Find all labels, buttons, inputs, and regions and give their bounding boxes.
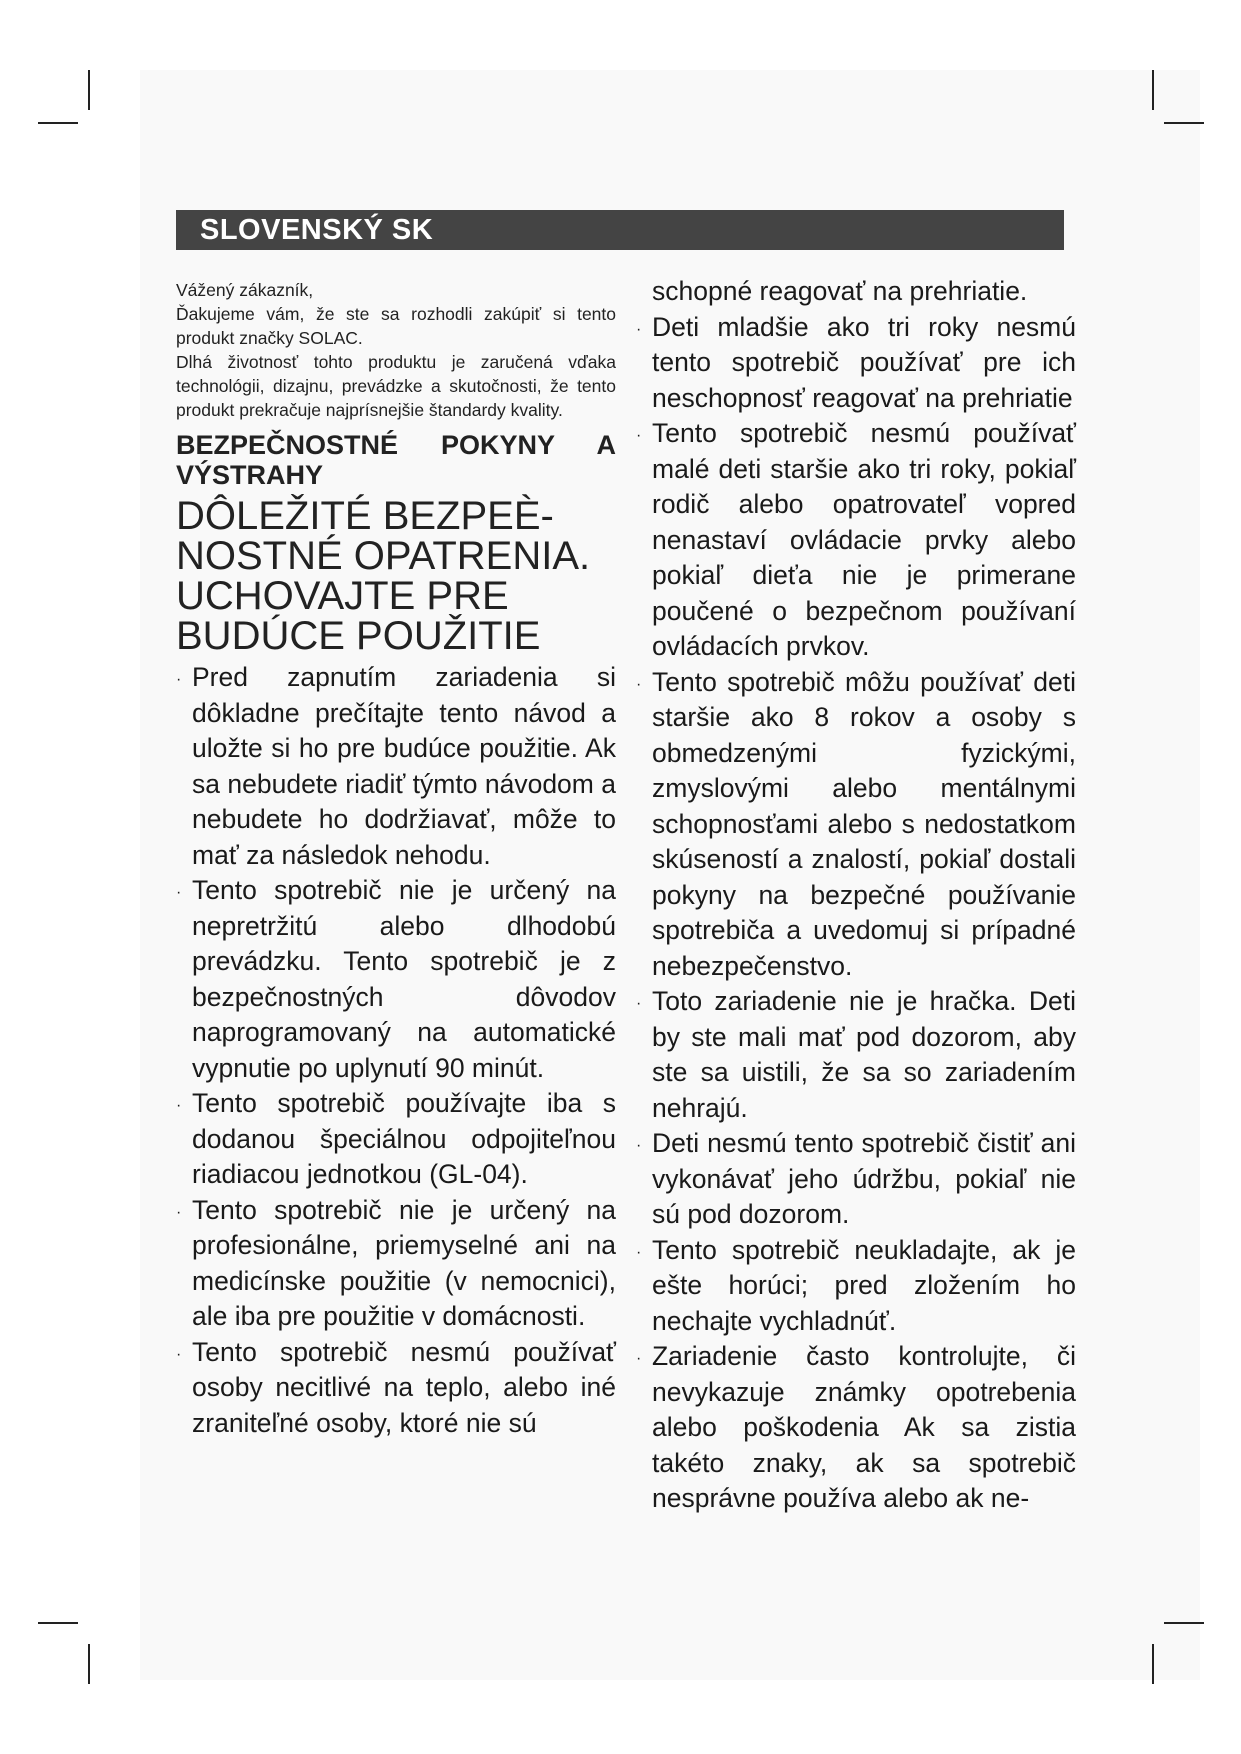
bullet-icon: · xyxy=(636,320,642,338)
crop-mark-bottom-right-v xyxy=(1152,1644,1154,1684)
crop-mark-top-right-h xyxy=(1164,122,1204,124)
safety-item xyxy=(636,665,1076,985)
crop-mark-top-left-h xyxy=(38,122,78,124)
intro-paragraph-1: Ďakujeme vám, že ste sa rozhodli zakúpiť si tento produkt značky SOLAC. xyxy=(176,304,616,348)
safety-item xyxy=(636,310,1076,417)
crop-mark-bottom-right-h xyxy=(1164,1622,1204,1624)
safety-item xyxy=(176,660,616,873)
safety-item-text: Tento spotrebič nie je určený na profesionálne, priemyselné ani na medicínske použitie (v nemocnici), ale iba pre použitie v domácnosti. xyxy=(192,1194,616,1331)
safety-item-text: Tento spotrebič nie je určený na nepretržitú alebo dlhodobú prevádzku. Tento spotrebič je z bezpečnostných dôvodov naprogramovaný na automatické vypnutie po uplynutí 90 minút. xyxy=(192,875,616,1083)
crop-mark-top-left-v xyxy=(88,70,90,110)
safety-item xyxy=(636,984,1076,1126)
bullet-icon: · xyxy=(176,1097,182,1114)
right-safety-list xyxy=(636,310,1076,1517)
safety-item-text: Deti mladšie ako tri roky nesmú tento spotrebič používať pre ich neschopnosť reagovať na prehriatie xyxy=(652,311,1076,413)
bullet-icon: · xyxy=(176,884,182,901)
intro-paragraph-2: Dlhá životnosť tohto produktu je zaručená vďaka technológii, dizajnu, prevádzke a skutočnosti, že tento produkt prekračuje najprísnejšie štandardy kvality. xyxy=(176,352,616,420)
crop-mark-bottom-left-v xyxy=(88,1644,90,1684)
safety-item-text: Tento spotrebič používajte iba s dodanou špeciálnou odpojiteľnou riadiacou jednotkou (GL-04). xyxy=(192,1088,616,1189)
safety-item-text: Zariadenie často kontrolujte, či nevykazuje známky opotrebenia alebo poškodenia Ak sa zistia takéto znaky, ak sa spotrebič nesprávne používa alebo ak ne- xyxy=(652,1341,1076,1513)
right-column xyxy=(636,274,1076,1517)
bullet-icon: · xyxy=(176,671,182,688)
safety-item-text: Deti nesmú tento spotrebič čistiť ani vykonávať jeho údržbu, pokiaľ nie sú pod dozorom. xyxy=(652,1128,1076,1229)
continued-text: schopné reagovať na prehriatie. xyxy=(652,276,1028,306)
crop-mark-bottom-left-h xyxy=(38,1622,78,1624)
safety-item xyxy=(636,1339,1076,1517)
safety-item-text: Tento spotrebič nesmú používať malé deti staršie ako tri roky, pokiaľ rodič alebo opatrovateľ vopred nenastaví ovládacie prvky alebo pokiaľ dieťa nie je primerane poučené o bezpečnom používaní ovládacích prvkov. xyxy=(652,418,1076,661)
bullet-icon: · xyxy=(176,1345,182,1363)
safety-item-text: Tento spotrebič neukladajte, ak je ešte horúci; pred zložením ho nechajte vychladnúť. xyxy=(652,1234,1076,1336)
safety-item xyxy=(636,1126,1076,1233)
bullet-icon: · xyxy=(636,675,642,693)
bullet-icon: · xyxy=(636,1137,642,1154)
safety-item-text: Tento spotrebič nesmú používať osoby necitlivé na teplo, alebo iné zraniteľné osoby, ktoré nie sú xyxy=(192,1336,616,1438)
important-heading: DÔLEŽITÉ BEZPEÈNOSTNÉ OPATRENIA. UCHOVAJTE PRE BUDÚCE POUŽITIE xyxy=(176,494,591,658)
crop-mark-top-right-v xyxy=(1152,70,1154,110)
safety-item xyxy=(636,1233,1076,1340)
left-column xyxy=(176,278,616,1441)
safety-item xyxy=(176,1086,616,1193)
bullet-icon: · xyxy=(176,1203,182,1221)
safety-item-text: Toto zariadenie nie je hračka. Deti by ste mali mať pod dozorom, aby ste sa uistili, že sa so zariadením nehrajú. xyxy=(652,986,1076,1123)
safety-item xyxy=(636,416,1076,665)
safety-item xyxy=(176,1335,616,1442)
language-header: SLOVENSKÝ SK xyxy=(176,210,1064,250)
bullet-icon: · xyxy=(636,1243,642,1261)
bullet-icon: · xyxy=(636,995,642,1012)
safety-item xyxy=(176,1193,616,1335)
bullet-icon: · xyxy=(636,427,642,444)
section-title: BEZPEČNOSTNÉ POKYNY A VÝSTRAHY xyxy=(176,430,616,490)
intro-greeting: Vážený zákazník, xyxy=(176,280,314,300)
safety-item-text: Tento spotrebič môžu používať deti staršie ako 8 rokov a osoby s obmedzenými fyzickými, zmyslovými alebo mentálnymi schopnosťami alebo s nedostatkom skúseností a znalostí, pokiaľ dostali pokyny na bezpečné používanie spotrebiča a uvedomuj si prípadné nebezpečenstvo. xyxy=(652,666,1076,981)
safety-item-text: Pred zapnutím zariadenia si dôkladne prečítajte tento návod a uložte si ho pre budúce použitie. Ak sa nebudete riadiť týmto návodom a nebudete ho dodržiavať, môže to mať za následok nehodu. xyxy=(192,662,616,870)
intro xyxy=(176,278,616,422)
safety-item xyxy=(176,873,616,1086)
left-safety-list xyxy=(176,660,616,1441)
bullet-icon: · xyxy=(636,1350,642,1367)
